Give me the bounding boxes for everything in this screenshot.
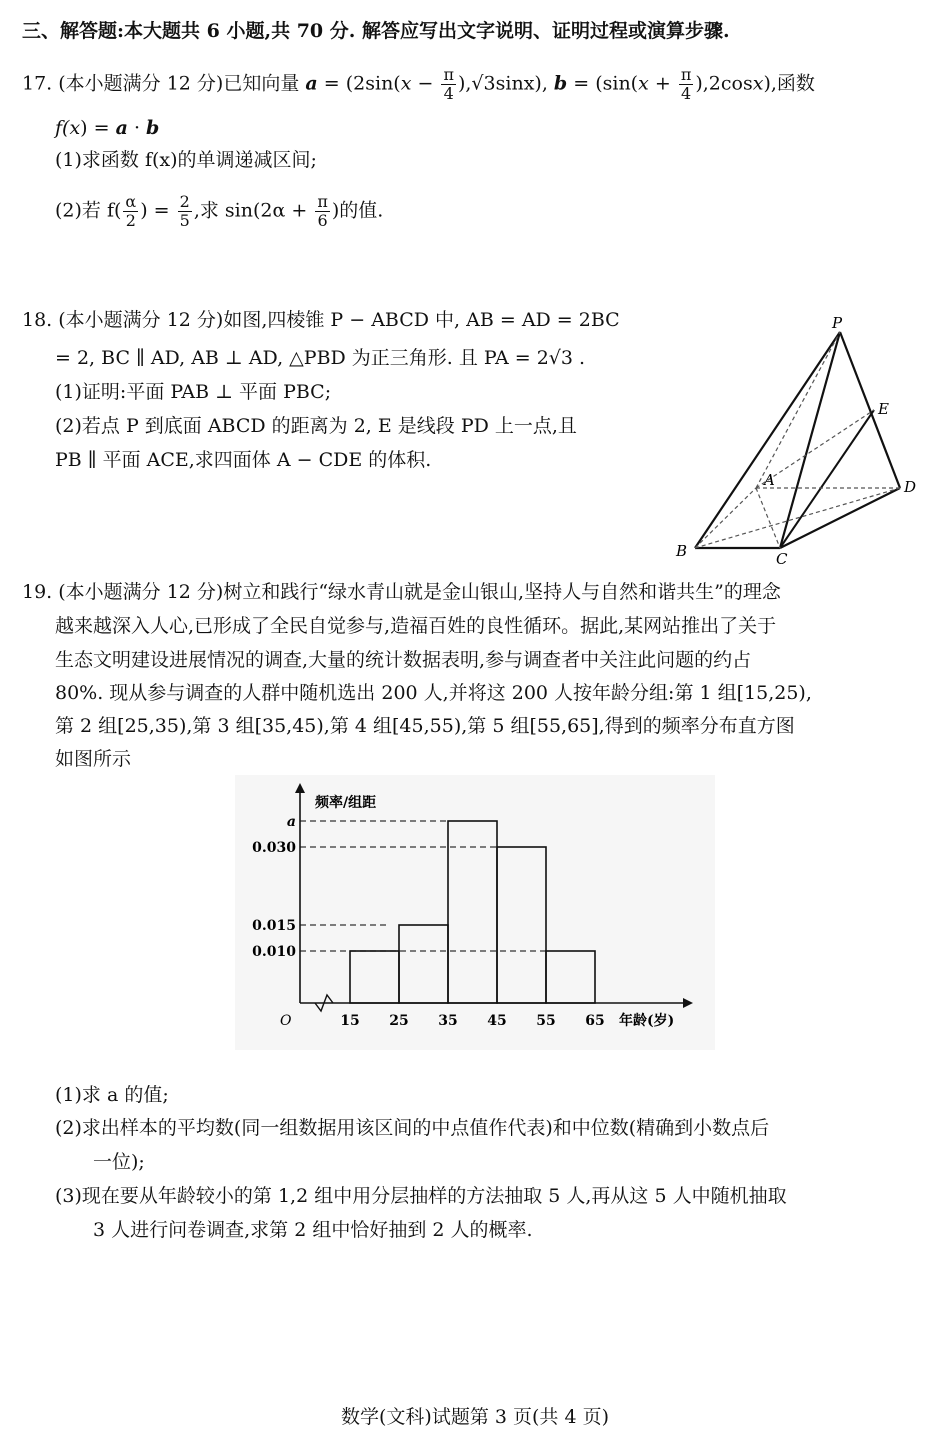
q19-line2: 越来越深入人心,已形成了全民自觉参与,造福百姓的良性循环。据此,某网站推出了关于 (55, 615, 777, 637)
q19-line6: 如图所示 (55, 748, 132, 770)
y-tick-label: a (286, 814, 296, 830)
frac-num: π (317, 192, 328, 211)
q17-frac-pi4 (441, 66, 456, 103)
q19-part1: (1)求 a 的值; (55, 1084, 169, 1106)
pyramid-figure (660, 310, 940, 570)
q17-x2: x (638, 72, 649, 95)
q17-sqrt3: √3 (471, 72, 496, 95)
q17-minus: − (417, 72, 434, 95)
q17-frac-pi6 (315, 193, 330, 230)
frac-den: 2 (125, 211, 136, 230)
frac-num: π (680, 65, 692, 84)
q17-part2 (55, 193, 383, 230)
q17-fx-a: a (115, 117, 128, 139)
frac-num: 2 (179, 192, 190, 211)
q18-part2b: PB ∥ 平面 ACE,求四面体 A − CDE 的体积. (55, 449, 432, 471)
q19-part3a: (3)现在要从年龄较小的第 1,2 组中用分层抽样的方法抽取 5 人,再从这 5 人中随机抽取 (55, 1185, 787, 1207)
label-D: D (904, 478, 917, 496)
q17-a-part2: ), (457, 72, 472, 95)
q17-fx-post: ) = (80, 117, 110, 139)
q17-p2-mid2: ,求 sin(2α + (193, 199, 308, 222)
edge-PD (840, 332, 900, 488)
q17-fx-b: b (146, 117, 160, 139)
x-tick-label: 45 (487, 1013, 507, 1029)
frac-num: α (125, 192, 137, 211)
q19-part2b: 一位); (93, 1151, 145, 1173)
edge-CE (780, 410, 874, 548)
frequency-histogram (235, 775, 715, 1050)
q19-part3b: 3 人进行问卷调查,求第 2 组中恰好抽到 2 人的概率. (93, 1219, 533, 1241)
q17-a-part3: sinx), (495, 72, 548, 95)
y-axis-label: 频率/组距 (315, 795, 377, 811)
q17-a-part1: (2sin( (345, 72, 401, 95)
page-footer: 数学(文科)试题第 3 页(共 4 页) (341, 1406, 609, 1428)
q17-p2-mid: ) = (140, 199, 170, 222)
q18-line1 (22, 308, 620, 332)
origin-label: O (280, 1013, 292, 1029)
x-tick-label: 65 (585, 1013, 605, 1029)
frac-den: 6 (317, 211, 328, 230)
label-P: P (832, 314, 843, 332)
q17-b-part3: ),函数 (763, 72, 815, 95)
x-tick-label: 15 (340, 1013, 360, 1029)
q19-line1-text: (本小题满分 12 分)树立和践行“绿水青山就是金山银山,坚持人与自然和谐共生”的理念 (58, 581, 781, 603)
y-tick-label: 0.030 (252, 840, 296, 856)
q18-line1-text: (本小题满分 12 分)如图,四棱锥 P − ABCD 中, AB = AD = 2BC (58, 309, 620, 331)
q19-line5: 第 2 组[25,35),第 3 组[35,45),第 4 组[45,55),第 5 组[55,65],得到的频率分布直方图 (55, 715, 795, 737)
q17-line1 (22, 66, 815, 103)
x-axis-label: 年龄(岁) (619, 1013, 675, 1029)
q17-frac-alpha2 (123, 193, 138, 230)
q18-line2: = 2, BC ∥ AD, AB ⊥ AD, △PBD 为正三角形. 且 PA = 2√3 . (55, 347, 586, 369)
q19-number: 19. (22, 581, 53, 603)
q17-frac-pi4b (679, 66, 694, 103)
q17-fx-pre: f( (55, 117, 70, 139)
label-B: B (676, 542, 688, 560)
q17-vec-a: a (305, 72, 318, 95)
frac-den: 4 (443, 84, 454, 103)
x-tick-label: 25 (389, 1013, 409, 1029)
q17-vec-b: b (553, 72, 568, 95)
q17-plus: + (654, 72, 671, 95)
q17-fx-def (55, 116, 159, 140)
q17-number: 17. (22, 72, 53, 95)
q17-b-part1: = (sin( (573, 72, 639, 95)
q17-fx-x: x (69, 117, 81, 139)
label-C: C (776, 550, 788, 568)
q17-x: x (400, 72, 412, 95)
q18-part2a: (2)若点 P 到底面 ABCD 的距离为 2, E 是线段 PD 上一点,且 (55, 415, 577, 437)
q18-part1: (1)证明:平面 PAB ⊥ 平面 PBC; (55, 381, 332, 403)
label-A: A (764, 471, 775, 489)
q17-dot: · (133, 117, 140, 139)
frac-num: π (443, 65, 454, 84)
q17-part1: (1)求函数 f(x)的单调递减区间; (55, 149, 317, 171)
q19-line3: 生态文明建设进展情况的调查,大量的统计数据表明,参与调查者中关注此问题的约占 (55, 649, 752, 671)
chart-background (235, 775, 715, 1050)
q17-b-part2: ),2cos (695, 72, 753, 95)
q17-p2-pre: (2)若 f( (55, 199, 122, 222)
frac-den: 5 (179, 211, 190, 230)
q17-p2-end: )的值. (331, 199, 384, 222)
q19-part2a: (2)求出样本的平均数(同一组数据用该区间的中点值作代表)和中位数(精确到小数点后 (55, 1117, 770, 1139)
edge-PA (756, 332, 840, 488)
q17-intro: (本小题满分 12 分)已知向量 (58, 72, 300, 95)
x-tick-label: 55 (536, 1013, 556, 1029)
edge-PC (780, 332, 840, 548)
q17-x3: x (752, 72, 764, 95)
x-tick-label: 35 (438, 1013, 458, 1029)
q17-frac-25 (178, 193, 192, 230)
q18-number: 18. (22, 309, 53, 331)
section-header: 三、解答题:本大题共 6 小题,共 70 分. 解答应写出文字说明、证明过程或演算步骤. (22, 20, 730, 42)
y-tick-label: 0.010 (252, 944, 296, 960)
q19-line1 (22, 580, 781, 604)
edge-AC (756, 488, 780, 548)
y-tick-label: 0.015 (252, 918, 296, 934)
frac-den: 4 (681, 84, 692, 103)
q19-line4: 80%. 现从参与调查的人群中随机选出 200 人,并将这 200 人按年龄分组:第 1 组[15,25), (55, 682, 812, 704)
q17-eq: = (323, 72, 340, 95)
label-E: E (878, 400, 889, 418)
